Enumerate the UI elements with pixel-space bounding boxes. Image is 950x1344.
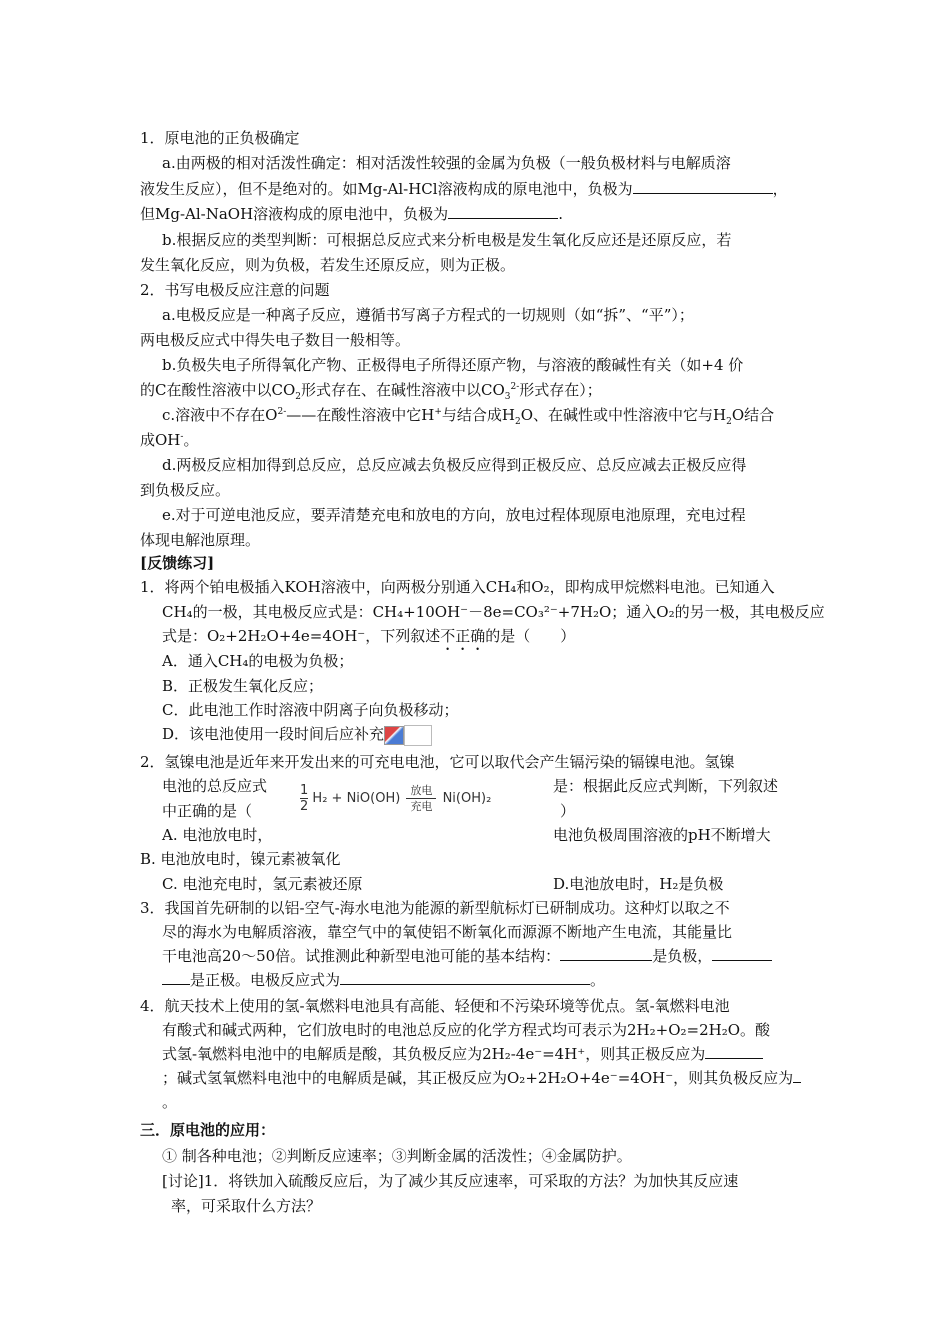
q2-line3b: ） xyxy=(560,802,576,820)
half-fraction: $\frac{1}{2}$ xyxy=(300,783,309,814)
q2-line2b: 是：根据此反应式判断，下列叙述 xyxy=(553,777,779,795)
q1-option-c: C．此电池工作时溶液中阴离子向负极移动； xyxy=(162,701,459,719)
q3-line2: 尽的海水为电解质溶液，靠空气中的氧使铝不断氧化而源源不断地产生电流，其能量比 xyxy=(162,923,733,941)
section1-title: 1．原电池的正负极确定 xyxy=(140,129,300,147)
answer-blank[interactable] xyxy=(448,204,558,219)
answer-blank[interactable] xyxy=(560,946,652,961)
q1-line1: 1．将两个铂电极插入KOH溶液中，向两极分别通入CH₄和O₂，即构成甲烷燃料电池。已知通入 xyxy=(140,578,775,596)
q1-option-a: A．通入CH₄的电极为负极； xyxy=(162,652,354,670)
section1-b-line2: 发生氧化反应，则为负极，若发生还原反应，则为正极。 xyxy=(140,256,516,274)
section1-b-line1: b.根据反应的类型判断：可根据总反应式来分析电极是发生氧化反应还是还原反应，若 xyxy=(162,231,732,249)
answer-blank[interactable] xyxy=(793,1068,801,1083)
broken-image-icon xyxy=(384,726,404,745)
feedback-heading: [反馈练习] xyxy=(140,554,215,572)
q2-option-c: C. 电池充电时，氢元素被还原 xyxy=(162,875,363,893)
image-placeholder xyxy=(404,725,432,746)
q2-line2a: 电池的总反应式 xyxy=(162,777,268,795)
q2-option-a1: A. 电池放电时， xyxy=(162,826,273,844)
discussion-line2: 率，可采取什么方法？ xyxy=(171,1197,322,1215)
section2-d-line2: 到负极反应。 xyxy=(140,481,231,499)
section2-e-line2: 体现电解池原理。 xyxy=(140,531,261,549)
section2-d-line1: d.两极反应相加得到总反应，总反应减去负极反应得到正极反应、总反应减去正极反应得 xyxy=(162,456,747,474)
q4-line5: 。 xyxy=(162,1093,178,1111)
section2-a-line1: a.电极反应是一种离子反应，遵循书写离子方程式的一切规则（如“拆”、“平”）； xyxy=(162,306,694,324)
q2-line3a: 中正确的是（ xyxy=(162,802,253,820)
section2-title: 2．书写电极反应注意的问题 xyxy=(140,281,330,299)
answer-blank[interactable] xyxy=(162,970,190,985)
equation-left: H₂ + NiO(OH) xyxy=(312,791,401,806)
section2-b-line2: 的C在酸性溶液中以$CO_2$形式存在、在碱性溶液中以$CO_3^{2-}$形式存在）； xyxy=(140,381,602,402)
q4-line2: 有酸式和碱式两种，它们放电时的电池总反应的化学方程式均可表示为2H₂+O₂=2H₂O。酸 xyxy=(162,1021,771,1039)
answer-blank[interactable] xyxy=(633,179,773,194)
answer-blank[interactable] xyxy=(340,970,590,985)
q2-option-a2: 电池负极周围溶液的pH不断增大 xyxy=(553,826,771,844)
answer-blank[interactable] xyxy=(712,946,772,961)
reversible-arrow: 放电 充电 xyxy=(406,783,436,814)
q4-line1: 4．航天技术上使用的氢-氧燃料电池具有高能、轻便和不污染环境等优点。氢-氧燃料电池 xyxy=(140,997,730,1015)
section2-a-line2: 两电极反应式中得失电子数目一般相等。 xyxy=(140,331,411,349)
q1-option-d: D．该电池使用一段时间后应补充 xyxy=(162,724,432,746)
section3-line1: ① 制各种电池；②判断反应速率；③判断金属的活泼性；④金属防护。 xyxy=(162,1147,632,1165)
q2-option-b: B. 电池放电时，镍元素被氧化 xyxy=(140,850,341,868)
q4-line4: ；碱式氢氧燃料电池中的电解质是碱，其正极反应为O₂+2H₂O+4e⁻=4OH⁻，则其负极反应为 xyxy=(162,1068,801,1088)
section2-e-line1: e.对于可逆电池反应，要弄清楚充电和放电的方向，放电过程体现原电池原理，充电过程 xyxy=(162,506,746,524)
q1-line3: 式是：O₂+2H₂O+4e=4OH⁻，下列叙述不正确的是（ ） xyxy=(162,627,576,645)
section2-b-line1: b.负极失电子所得氧化产物、正极得电子所得还原产物，与溶液的酸碱性有关（如+4 价 xyxy=(162,356,744,374)
q3-line1: 3．我国首先研制的以铝-空气-海水电池为能源的新型航标灯已研制成功。这种灯以取之不 xyxy=(140,899,730,917)
q3-line3: 干电池高20～50倍。试推测此种新型电池可能的基本结构： 是负极， xyxy=(162,946,772,966)
q2-line1: 2．氢镍电池是近年来开发出来的可充电电池，它可以取代会产生镉污染的镉镍电池。氢镍 xyxy=(140,753,735,771)
q4-line3: 式氢-氧燃料电池中的电解质是酸，其负极反应为2H₂-4e⁻=4H⁺，则其正极反应为 xyxy=(162,1044,763,1064)
q2-option-d: D.电池放电时，H₂是负极 xyxy=(553,875,724,893)
section2-c-line1: c.溶液中不存在$O^{2-}——$在酸性溶液中它H+与结合成$H_2O$、在碱性或中性溶液中它与$H_2O$结合 xyxy=(162,406,775,427)
section1-a-line3: 但Mg-Al-NaOH溶液构成的原电池中，负极为 . xyxy=(140,205,563,223)
section1-a-line2: 液发生反应），但不是绝对的。如Mg-Al-HCl溶液构成的原电池中，负极为 ， xyxy=(140,180,788,198)
section2-c-line2: 成OH-。 xyxy=(140,431,199,449)
reaction-equation xyxy=(300,783,491,827)
answer-blank[interactable] xyxy=(705,1044,763,1059)
q1-option-b: B．正极发生氧化反应； xyxy=(162,677,324,695)
section1-a-line1: a.由两极的相对活泼性确定：相对活泼性较强的金属为负极（一般负极材料与电解质溶 xyxy=(162,154,731,172)
equation-right: Ni(OH)₂ xyxy=(442,791,492,806)
discussion-line1: [讨论]1．将铁加入硫酸反应后，为了减少其反应速率，可采取的方法？为加快其反应速 xyxy=(162,1172,739,1190)
section3-title: 三．原电池的应用： xyxy=(140,1121,276,1139)
q3-line4: 是正极。电极反应式为 。 xyxy=(162,970,605,990)
q1-line2: CH₄的一极，其电极反应式是：CH₄+10OH⁻－8e=CO₃²⁻+7H₂O；通入O₂的另一极，其电极反应 xyxy=(162,603,825,621)
